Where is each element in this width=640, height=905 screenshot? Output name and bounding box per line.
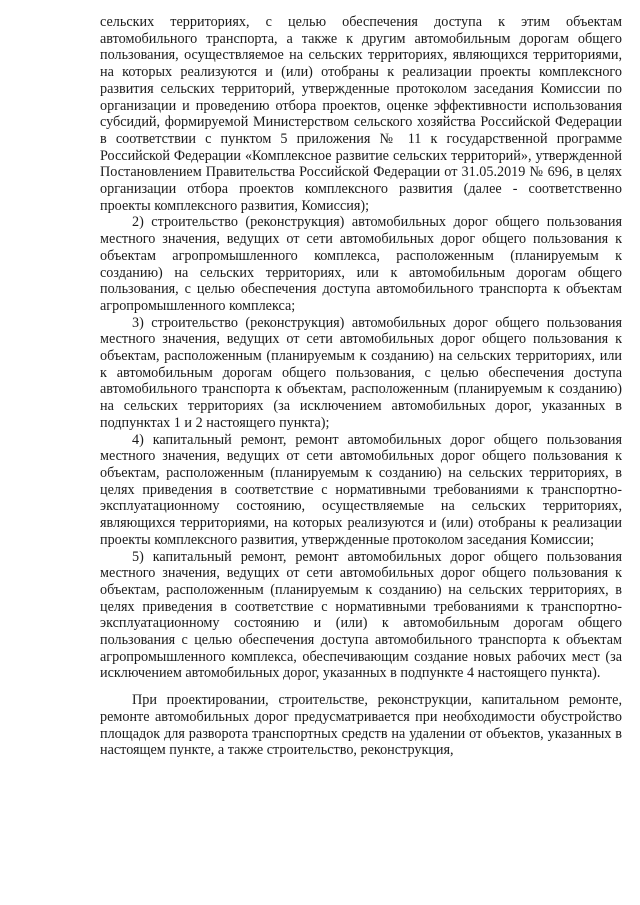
paragraph-item-3: 3) строительство (реконструкция) автомобильных дорог общего пользования местного значения, ведущих от сети автомобильных дорог общего пользования к объектам, расположенным (планируемым к созданию) на сельских территориях, или к автомобильным дорогам общего пользования, с целью обеспечения доступа автомобильного транспорта к объектам, расположенным (планируемым к созданию) на сельских территориях (за исключением автомобильных дорог, указанных в подпунктах 1 и 2 настоящего пункта);	[100, 314, 622, 431]
document-body	[100, 14, 622, 759]
paragraph-continuation: сельских территориях, с целью обеспечения доступа к этим объектам автомобильного транспорта, а также к другим автомобильным дорогам общего пользования, осуществляемое на сельских территориях, являющихся территориями, на которых реализуются и (или) отобраны к реализации проекты комплексного развития сельских территорий, утвержденные протоколом заседания Комиссии по организации и проведению отбора проектов, оценке эффективности использования субсидий, формируемой Министерством сельского хозяйства Российской Федерации в соответствии с пунктом 5 приложения № 11 к государственной программе Российской Федерации «Комплексное развитие сельских территорий», утвержденной Постановлением Правительства Российской Федерации от 31.05.2019 № 696, в целях организации отбора проектов комплексного развития (далее - соответственно проекты комплексного развития, Комиссия);	[100, 14, 622, 214]
paragraph-item-2: 2) строительство (реконструкция) автомобильных дорог общего пользования местного значения, ведущих от сети автомобильных дорог общего пользования к объектам агропромышленного комплекса, расположенным (планируемым к созданию) на сельских территориях, или к автомобильным дорогам общего пользования, с целью обеспечения доступа автомобильного транспорта к объектам агропромышленного комплекса;	[100, 214, 622, 314]
paragraph-item-5: 5) капитальный ремонт, ремонт автомобильных дорог общего пользования местного значения, ведущих от сети автомобильных дорог общего пользования к объектам, расположенным (планируемым к созданию) на сельских территориях, в целях приведения в соответствие с нормативными требованиями к транспортно-эксплуатационному состоянию и (или) к автомобильным дорогам общего пользования с целью обеспечения доступа автомобильного транспорта к объектам агропромышленного комплекса, обеспечивающим создание новых рабочих мест (за исключением автомобильных дорог, указанных в подпункте 4 настоящего пункта).	[100, 548, 622, 682]
paragraph-item-4: 4) капитальный ремонт, ремонт автомобильных дорог общего пользования местного значения, ведущих от сети автомобильных дорог общего пользования к объектам, расположенным (планируемым к созданию) на сельских территориях, в целях приведения в соответствие с нормативными требованиями к транспортно-эксплуатационному состоянию, осуществляемые на сельских территориях, являющихся территориями, на которых реализуются и (или) отобраны к реализации проекты комплексного развития, утвержденные протоколом заседания Комиссии;	[100, 431, 622, 548]
paragraph-final: При проектировании, строительстве, реконструкции, капитальном ремонте, ремонте автомобильных дорог предусматривается при необходимости обустройство площадок для разворота транспортных средств на удалении от объектов, указанных в настоящем пункте, а также строительство, реконструкция,	[100, 692, 622, 759]
